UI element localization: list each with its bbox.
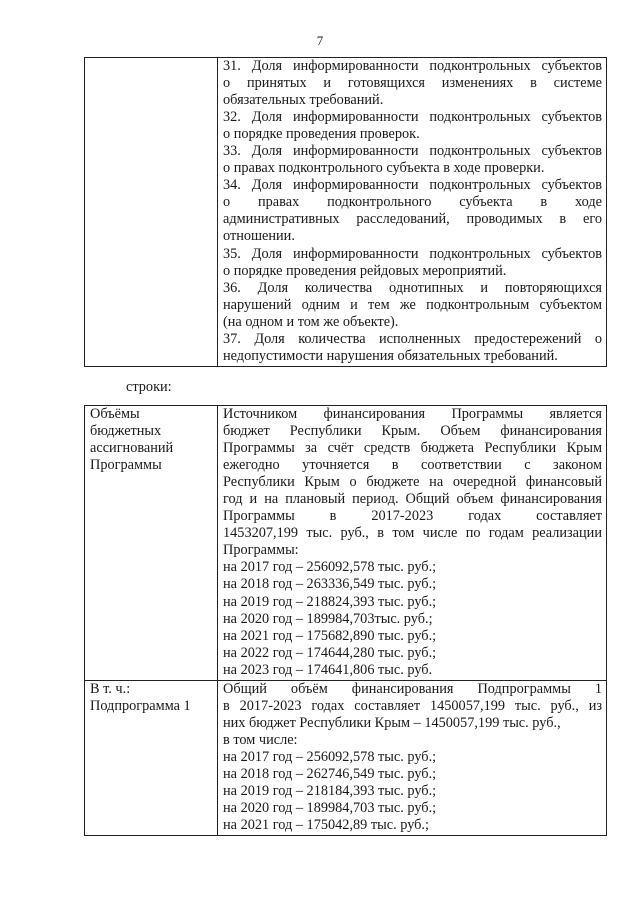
indicators-cell <box>218 58 607 367</box>
text-line: о порядке проведения проверок. <box>223 126 420 143</box>
empty-label-cell <box>85 58 218 367</box>
text-line: Программы в 2017-2023 годах составляет <box>223 508 602 525</box>
text-line: на 2017 год – 256092,578 тыс. руб.; <box>223 748 437 765</box>
text-line: Источником финансирования Программы является <box>223 406 602 422</box>
text-line: на 2022 год – 174644,280 тыс. руб.; <box>223 644 437 661</box>
text-line: Республики Крым о бюджете на очередной финансовый <box>223 474 602 491</box>
text-line: них бюджет Республики Крым – 1450057,199 тыс. руб., <box>223 714 561 731</box>
text-line: нарушений одним и тем же подконтрольным субъектом <box>223 296 602 313</box>
text-line: 31. Доля информированности подконтрольных субъектов <box>223 58 602 74</box>
label-line: бюджетных <box>90 423 162 440</box>
funding-table <box>84 405 607 836</box>
text-line: 34. Доля информированности подконтрольных субъектов <box>223 177 602 194</box>
text-line: на 2019 год – 218184,393 тыс. руб.; <box>223 783 437 800</box>
label-line: Объёмы <box>90 406 140 422</box>
table-row <box>85 58 607 367</box>
text-line: 32. Доля информированности подконтрольных субъектов <box>223 109 602 126</box>
text-line: на 2017 год – 256092,578 тыс. руб.; <box>223 559 437 576</box>
text-line: на 2021 год – 175682,890 тыс. руб.; <box>223 627 437 644</box>
text-line: о порядке проведения рейдовых мероприятий. <box>223 262 507 279</box>
text-line: о принятых и готовящихся изменениях в системе <box>223 75 602 92</box>
table-row <box>85 680 607 835</box>
text-line: бюджет Республики Крым. Объем финансирования <box>223 423 602 440</box>
text-line: Общий объём финансирования Подпрограммы 1 <box>223 680 602 697</box>
funding-label-cell <box>85 406 218 681</box>
text-line: 33. Доля информированности подконтрольных субъектов <box>223 143 602 160</box>
text-line: на 2018 год – 262746,549 тыс. руб.; <box>223 765 437 782</box>
text-line: на 2023 год – 174641,806 тыс. руб. <box>223 661 433 678</box>
text-line: о правах подконтрольного субъекта в ходе проверки. <box>223 160 545 177</box>
text-line: недопустимости нарушения обязательных требований. <box>223 347 558 364</box>
text-line: на 2020 год – 189984,703 тыс. руб.; <box>223 800 437 817</box>
text-line: в 2017-2023 годах составляет 1450057,199 тыс. руб., из <box>223 697 602 714</box>
text-line: в том числе: <box>223 731 298 748</box>
section-label: строки: <box>126 379 172 395</box>
subprogram-text-cell <box>218 680 607 835</box>
text-line: на 2018 год – 263336,549 тыс. руб.; <box>223 576 437 593</box>
text-line: ежегодно уточняется в соответствии с законом <box>223 457 602 474</box>
text-line: 1453207,199 тыс. руб., в том числе по годам реализации <box>223 525 602 542</box>
text-line: Программы: <box>223 542 299 559</box>
text-line: год и на плановый период. Общий объем финансирования <box>223 491 602 508</box>
text-line: на 2020 год – 189984,703тыс. руб.; <box>223 610 433 627</box>
label-line: ассигнований <box>90 440 174 457</box>
text-line: отношении. <box>223 228 295 245</box>
text-line: Программы за счёт средств бюджета Республики Крым <box>223 440 602 457</box>
text-line: 36. Доля количества однотипных и повторяющихся <box>223 279 602 296</box>
text-line: 37. Доля количества исполненных предостережений о <box>223 330 602 347</box>
table-row <box>85 406 607 681</box>
text-line: обязательных требований. <box>223 92 384 109</box>
text-line: (на одном и том же объекте). <box>223 313 399 330</box>
subprogram-label-cell <box>85 680 218 835</box>
text-line: о правах подконтрольного субъекта в ходе <box>223 194 602 211</box>
label-line: Подпрограмма 1 <box>90 697 191 714</box>
page-number: 7 <box>316 33 324 48</box>
label-line: В т. ч.: <box>90 680 131 697</box>
indicators-table <box>84 57 607 367</box>
text-line: 35. Доля информированности подконтрольных субъектов <box>223 245 602 262</box>
label-line: Программы <box>90 457 162 474</box>
text-line: на 2019 год – 218824,393 тыс. руб.; <box>223 593 437 610</box>
text-line: административных расследований, проводимых в его <box>223 211 602 228</box>
text-line: на 2021 год – 175042,89 тыс. руб.; <box>223 817 429 834</box>
funding-text-cell <box>218 406 607 681</box>
